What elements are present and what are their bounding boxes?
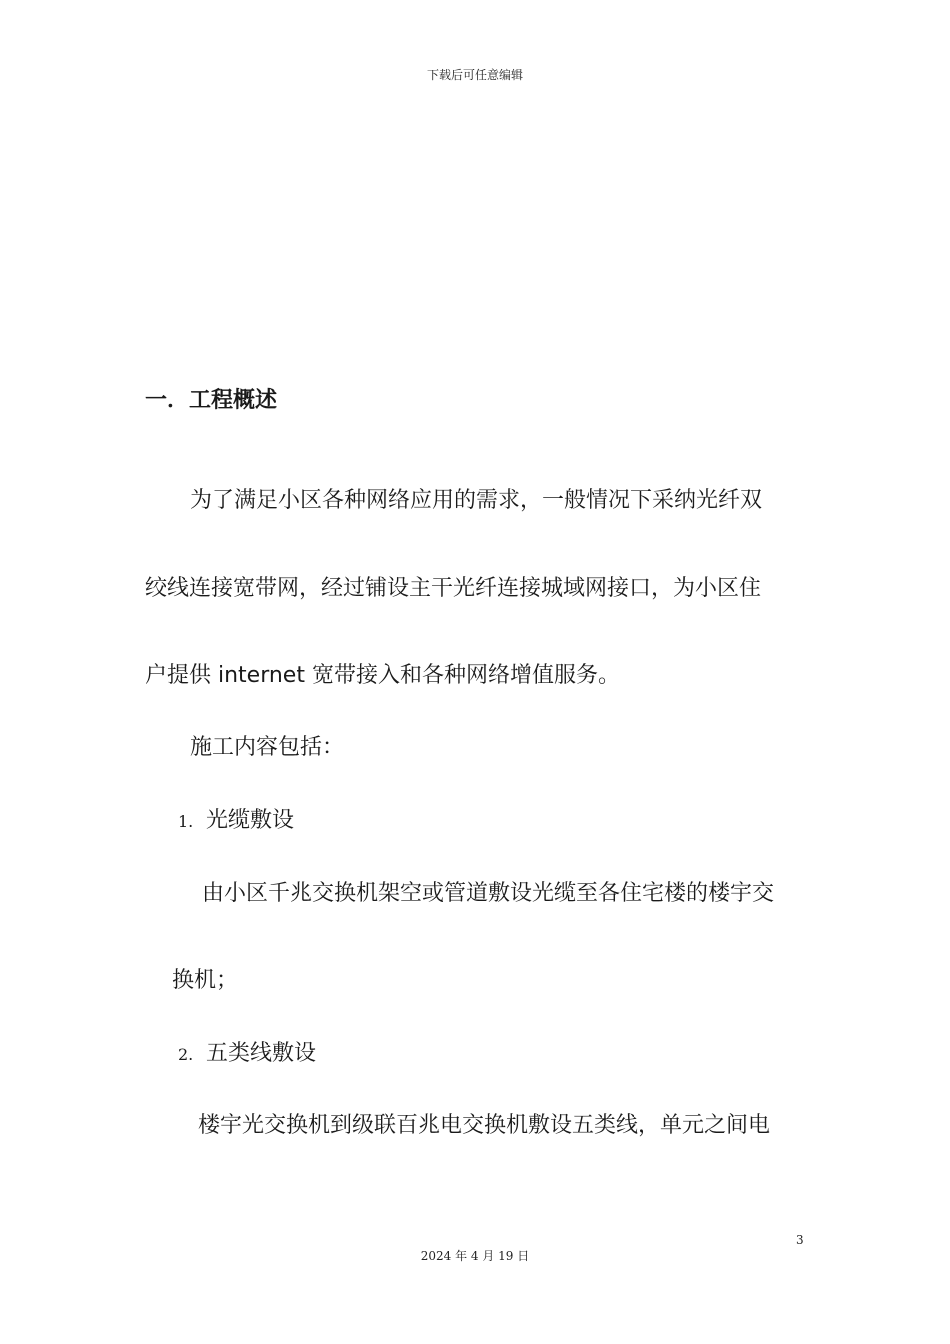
section-heading: 一．工程概述	[145, 388, 278, 413]
list-item-2-number: 2.	[178, 1045, 194, 1064]
item-2-description-line-1: 楼宇光交换机到级联百兆电交换机敷设五类线，单元之间电	[198, 1113, 771, 1138]
page-footer-date: 2024 年 4 月 19 日	[420, 1249, 530, 1263]
intro-paragraph-line-2: 绞线连接宽带网，经过铺设主干光纤连接城域网接口，为小区住	[145, 576, 762, 601]
page-number: 3	[796, 1233, 804, 1247]
list-item-1	[178, 806, 294, 837]
scope-paragraph: 施工内容包括：	[190, 735, 345, 760]
list-item-1-label: 光缆敷设	[206, 808, 295, 833]
intro-paragraph-line-1: 为了满足小区各种网络应用的需求，一般情况下采纳光纤双	[190, 488, 763, 513]
page-header: 下载后可任意编辑	[426, 68, 523, 82]
list-item-2	[178, 1039, 316, 1070]
list-item-1-number: 1.	[178, 812, 194, 831]
item-1-description-line-1: 由小区千兆交换机架空或管道敷设光缆至各住宅楼的楼宇交	[202, 881, 775, 906]
list-item-2-label: 五类线敷设	[206, 1041, 317, 1066]
item-1-description-line-2: 换机；	[172, 968, 239, 993]
intro-paragraph-line-3: 户提供 internet 宽带接入和各种网络增值服务。	[145, 663, 620, 688]
